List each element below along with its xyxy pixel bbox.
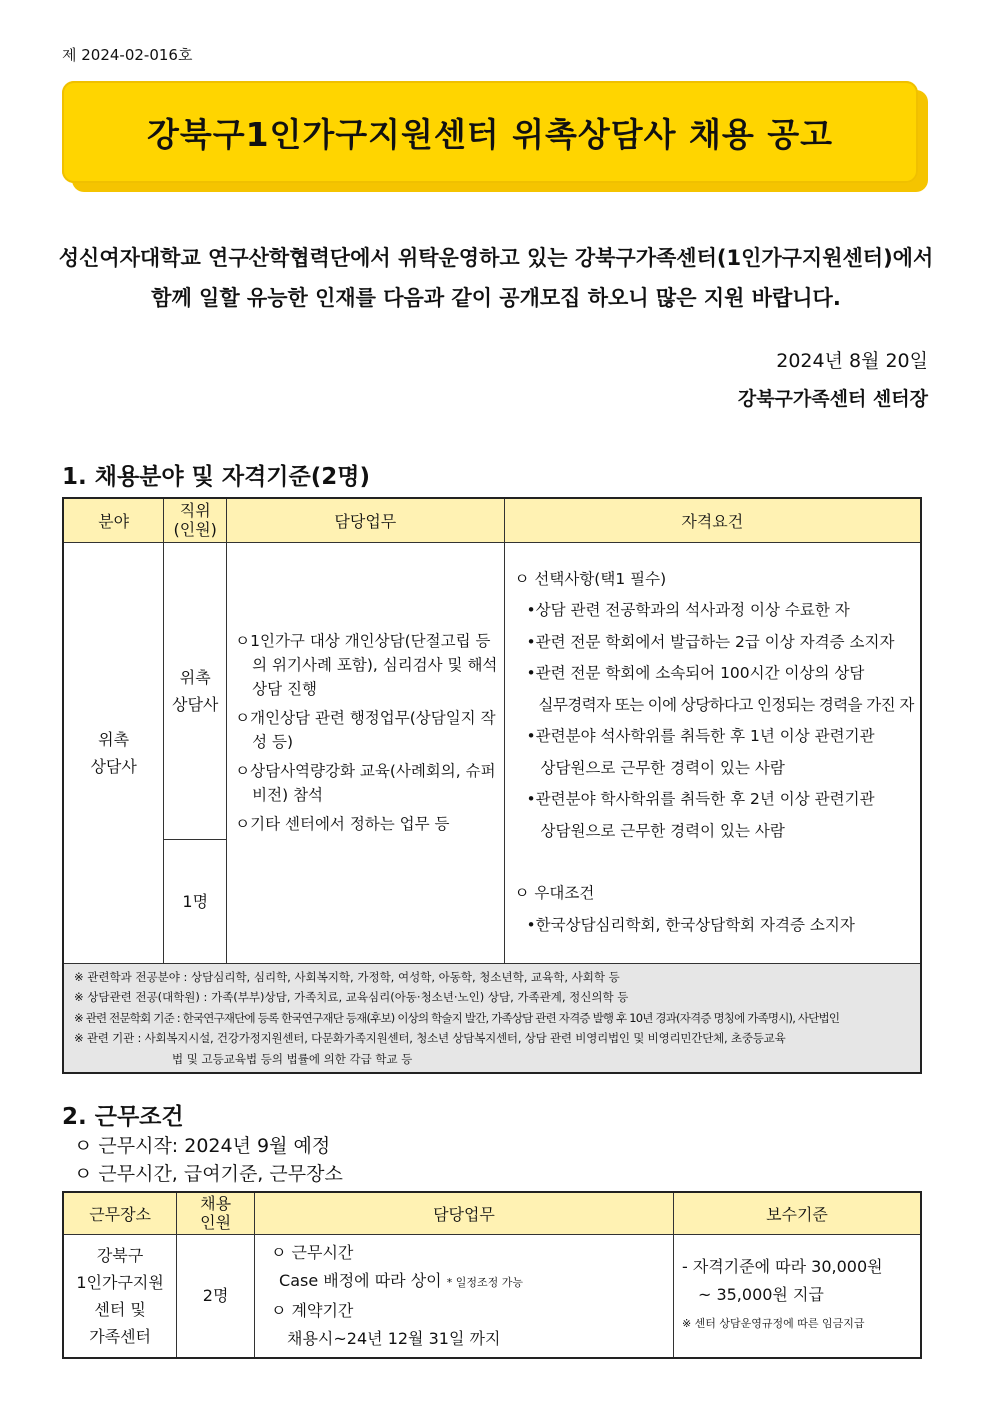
work-conditions-bullet: ㅇ 근무시간, 급여기준, 근무장소 [74, 1163, 343, 1185]
header-count-line-2: 인원 [200, 1213, 232, 1233]
position-line-2: 상담사 [172, 694, 219, 714]
duty-item: ㅇ개인상담 관련 행정업무(상담일지 작성 등) [235, 709, 496, 751]
header-duties: 담당업무 [255, 1192, 674, 1234]
table-row [63, 1234, 921, 1358]
place-line: 1인가구지원 [76, 1272, 164, 1292]
recruitment-table [62, 497, 922, 1074]
header-position [164, 498, 227, 542]
place-line: 강북구 [96, 1245, 144, 1265]
qual-item: •상담 관련 전공학과의 석사과정 이상 수료한 자 [526, 601, 850, 620]
qual-item: •관련분야 석사학위를 취득한 후 1년 이상 관련기관 [526, 727, 875, 746]
pay-line-2: ~ 35,000원 지급 [697, 1284, 824, 1304]
note-item: ※ 상담관련 전공(대학원) : 가족(부부)상담, 가족치료, 교육심리(아동·청소년·노인) 상담, 가족관계, 정신의학 등 [74, 990, 629, 1004]
work-time-note: * 일정조정 가능 [446, 1275, 523, 1289]
contract-title: ㅇ 계약기간 [271, 1300, 354, 1320]
place-cell [63, 1234, 177, 1358]
header-pay: 보수기준 [673, 1192, 921, 1234]
qual-item: •관련 전문 학회에 소속되어 100시간 이상의 상담 [526, 664, 865, 683]
table-row [63, 542, 921, 839]
qualifications-cell [504, 542, 921, 963]
work-details-cell [255, 1234, 674, 1358]
place-line: 센터 및 [94, 1299, 146, 1319]
qual-item-cont: 상담원으로 근무한 경력이 있는 사람 [540, 758, 785, 777]
qual-select-title: ㅇ 선택사항(택1 필수) [514, 569, 667, 588]
place-line: 가족센터 [89, 1326, 152, 1346]
qual-item-cont: 상담원으로 근무한 경력이 있는 사람 [540, 821, 785, 840]
work-time-text: Case 배정에 따라 상이 [279, 1270, 442, 1290]
qual-item: •관련분야 학사학위를 취득한 후 2년 이상 관련기관 [526, 790, 875, 809]
work-start-bullet: ㅇ 근무시작: 2024년 9월 예정 [74, 1135, 331, 1157]
notes-row [63, 963, 921, 1073]
header-field: 분야 [63, 498, 164, 542]
duty-item: ㅇ1인가구 대상 개인상담(단절고립 등의 위기사례 포함), 심리검사 및 해석상담 진행 [235, 632, 498, 698]
qual-item-cont: 실무경력자 또는 이에 상당하다고 인정되는 경력을 가진 자 [538, 695, 914, 714]
work-time-title: ㅇ 근무시간 [271, 1242, 354, 1262]
section-2-heading: 2. 근무조건 [62, 1104, 184, 1130]
page-title: 강북구1인가구지원센터 위촉상담사 채용 공고 [146, 114, 834, 154]
pay-line-1: - 자격기준에 따라 30,000원 [681, 1256, 883, 1276]
announcement-date: 2024년 8월 20일 [776, 350, 928, 372]
title-banner [62, 81, 918, 183]
issuer: 강북구가족센터 센터장 [737, 388, 928, 410]
pay-note: ※ 센터 상담운영규정에 따른 임금지급 [681, 1316, 865, 1330]
note-item-cont: 법 및 고등교육법 등의 법률에 의한 각급 학교 등 [172, 1051, 413, 1066]
qual-pref-item: •한국상담심리학회, 한국상담학회 자격증 소지자 [526, 915, 855, 934]
header-position-count: (인원) [173, 520, 217, 540]
count-cell: 1명 [164, 839, 227, 963]
qual-item: •관련 전문 학회에서 발급하는 2급 이상 자격증 소지자 [526, 632, 895, 651]
duty-item: ㅇ기타 센터에서 정하는 업무 등 [235, 815, 450, 833]
duties-cell [227, 542, 504, 963]
notes-cell [63, 963, 921, 1073]
work-conditions-table [62, 1191, 922, 1359]
note-item: ※ 관련학과 전공분야 : 상담심리학, 심리학, 사회복지학, 가정학, 여성학, 아동학, 청소년학, 교육학, 사회학 등 [74, 969, 620, 984]
section-1-heading: 1. 채용분야 및 자격기준(2명) [62, 464, 370, 490]
count-cell: 2명 [177, 1234, 255, 1358]
header-position-label: 직위 [179, 501, 211, 521]
position-line-1: 위촉 [179, 667, 211, 687]
duty-item: ㅇ상담사역량강화 교육(사례회의, 슈퍼비전) 참석 [235, 762, 496, 804]
table-header-row [63, 498, 921, 542]
intro-line-1: 성신여자대학교 연구산학협력단에서 위탁운영하고 있는 강북구가족센터(1인가구지원센터)에서 [58, 246, 934, 270]
field-cell [63, 542, 164, 963]
header-qualifications: 자격요건 [504, 498, 921, 542]
work-time-line [263, 1267, 665, 1297]
qual-pref-title: ㅇ 우대조건 [514, 884, 595, 903]
field-line-2: 상담사 [90, 756, 137, 776]
intro-line-2: 함께 일할 유능한 인재를 다음과 같이 공개모집 하오니 많은 지원 바랍니다. [151, 286, 841, 310]
field-line-1: 위촉 [98, 729, 130, 749]
header-duties: 담당업무 [227, 498, 504, 542]
document-number: 제 2024-02-016호 [62, 46, 193, 64]
note-item: ※ 관련 전문학회 기준 : 한국연구재단에 등록 한국연구재단 등재(후보) 이상의 학술지 발간, 가족상담 관련 자격증 발행 후 10년 경과(자격증 명칭에 가족명시), 사단법인 [74, 1010, 840, 1025]
contract-text: 채용시~24년 12월 31일 까지 [287, 1328, 501, 1348]
header-count-line-1: 채용 [200, 1194, 232, 1214]
table-header-row [63, 1192, 921, 1234]
header-count [177, 1192, 255, 1234]
note-item: ※ 관련 기관 : 사회복지시설, 건강가정지원센터, 다문화가족지원센터, 청소년 상담복지센터, 상담 관련 비영리법인 및 비영리민간단체, 초중등교육 [74, 1031, 786, 1045]
header-place: 근무장소 [63, 1192, 177, 1234]
intro-paragraph [40, 238, 952, 318]
pay-cell [673, 1234, 921, 1358]
position-cell [164, 542, 227, 839]
